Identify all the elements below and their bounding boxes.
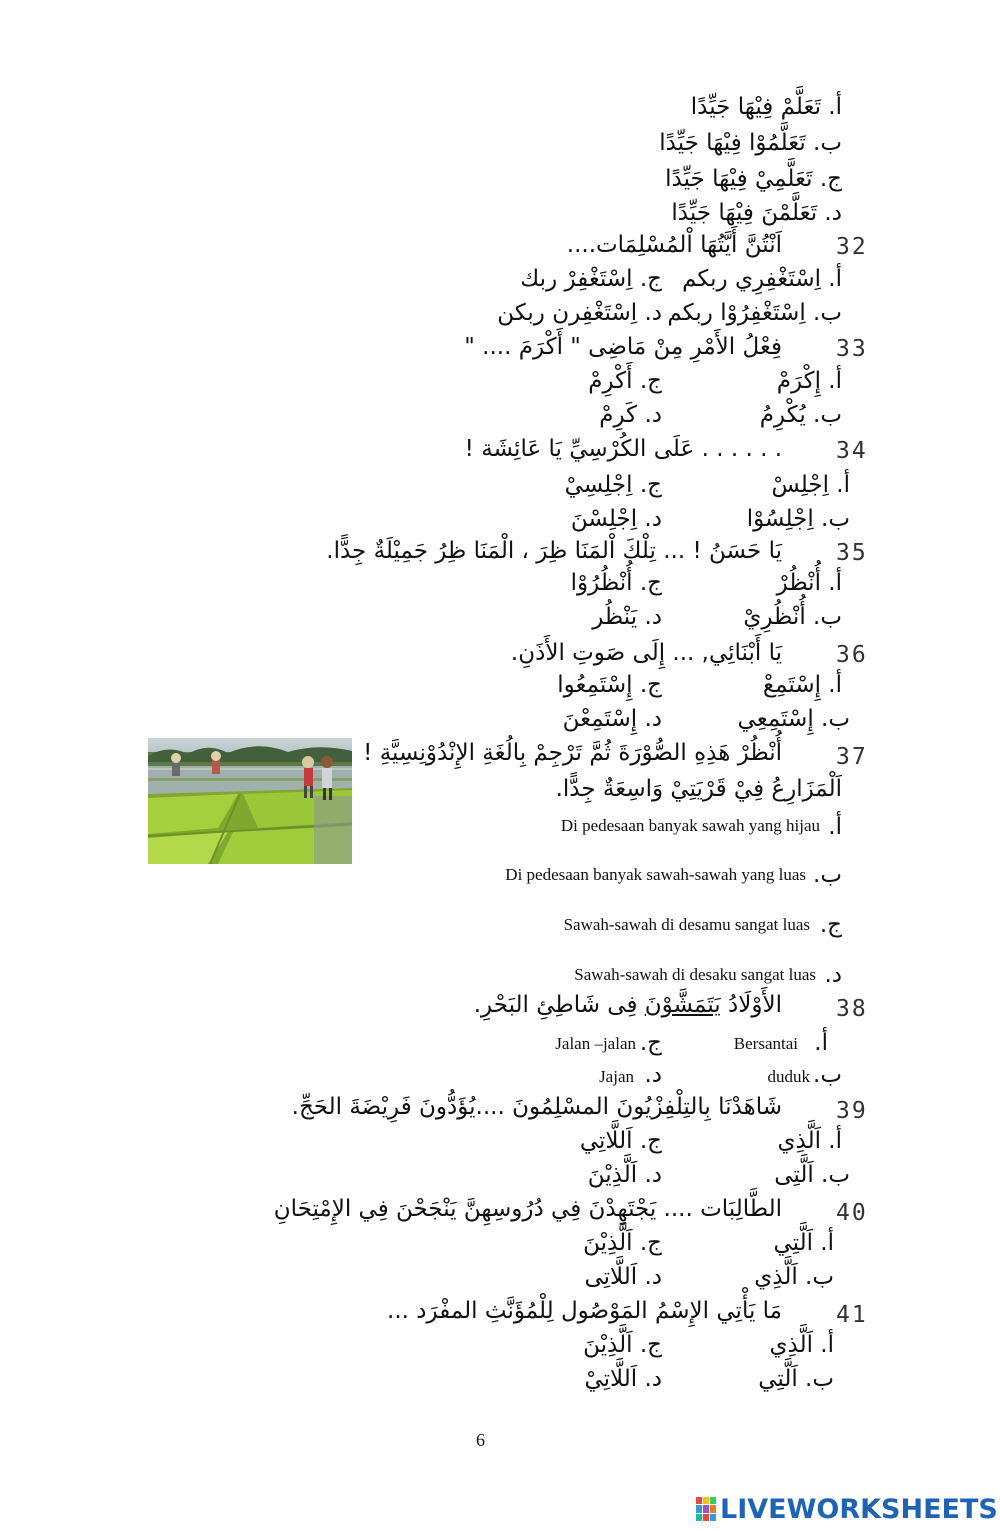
option-a[interactable]: Bersantai	[733, 1034, 798, 1053]
question-number: 33	[836, 336, 868, 362]
liveworksheets-logo[interactable]	[696, 1494, 998, 1524]
question-text: يَا حَسَنُ ! ... تِلْكَ اْلمَنَا ظِرَ ، الْمَنَا ظِرُ جَمِيْلَةٌ جِدًّا.	[326, 538, 782, 564]
question-number: 32	[836, 234, 868, 260]
question-text	[474, 990, 782, 1020]
option-a[interactable]: Di pedesaan banyak sawah yang hijau	[560, 816, 820, 835]
option-b[interactable]: ب. اَلَّتِى	[774, 1162, 850, 1188]
question-number: 38	[836, 996, 868, 1022]
question-text: شَاهَدْنَا بِالتِلْفِزْيُونَ المسْلِمُونَ ....يُؤَدُّونَ فَرِيْضَةَ الحَجِّ.	[291, 1094, 782, 1120]
question-text: أُنْظُرْ هَذِهِ الصُّوْرَةَ ثُمَّ تَرْجِمْ بِالُغَةِ الإِنْدُوْنِسِيَّةِ !	[363, 740, 782, 766]
option-a[interactable]: أ. أُنْظُرْ	[776, 570, 842, 596]
underlined-word: يَتَمَشَّوْنَ	[644, 992, 721, 1018]
option-d[interactable]: د. يَنْظُر	[592, 604, 662, 630]
option-a[interactable]: أ. إِسْتَمِعْ	[762, 672, 842, 698]
option-d[interactable]: د. اَللَّاتِى	[584, 1264, 662, 1290]
option-letter: ج.	[639, 1030, 662, 1056]
option-d[interactable]: د. اَللَّاتِيْ	[584, 1366, 662, 1392]
option-b[interactable]: ب. اِسْتَغْفِرُوْا ربكم	[667, 300, 842, 326]
question-text: الطَّالِبَات .... يَجْتَهِدْنَ فِي دُرُوسِهِنَّ يَنْجَحْنَ فِي الإِمْتِحَانِ	[273, 1196, 782, 1222]
option-c[interactable]: ج. اَلَّذِيْنَ	[583, 1332, 662, 1358]
option-b[interactable]: ب. اَلَّذِي	[754, 1264, 834, 1290]
question-number: 35	[836, 540, 868, 566]
option-a[interactable]: أ. إِكْرَمْ	[776, 368, 842, 394]
option-c[interactable]: ج. اَللَّاتِي	[579, 1128, 662, 1154]
question-number: 36	[836, 642, 868, 668]
question-text-line2: اَلْمَزَارِعُ فِيْ قَرْيَتِيْ وَاسِعَةٌ جِدًّا.	[555, 776, 842, 802]
option-d[interactable]: د. إِسْتَمِعْنَ	[562, 706, 662, 732]
option-c[interactable]: Jalan –jalan	[555, 1034, 636, 1053]
option-b[interactable]: duduk	[767, 1067, 810, 1086]
q31-option-d[interactable]: د. تَعَلَّمْنَ فِيْهَا جَيِّدًا	[671, 200, 842, 226]
option-c[interactable]: ج. اِسْتَغْفِرْ ربك	[520, 266, 662, 292]
option-d[interactable]: د. اِسْتَغْفِرن ربكن	[497, 300, 662, 326]
option-b[interactable]: ب. اَلَّتِي	[758, 1366, 834, 1392]
option-c[interactable]: Sawah-sawah di desamu sangat luas	[563, 915, 810, 934]
rice-field-photo	[148, 738, 352, 864]
option-letter: أ.	[828, 814, 842, 840]
option-c[interactable]: ج. اِجْلِسِيْ	[564, 472, 662, 498]
option-c[interactable]: ج. أَكْرِمْ	[588, 368, 662, 394]
question-text: . . . . . . عَلَى الكُرْسِيِّ يَا عَائِشَة !	[464, 436, 782, 462]
question-number: 41	[836, 1302, 868, 1328]
question-text: يَا أَبْنَائِي, ... إِلَى صَوتِ الأَذَنِ.	[510, 640, 782, 666]
question-text: فِعْلُ الأَمْرِ مِنْ مَاضِى " أَكْرَمَ .... "	[464, 334, 782, 360]
q31-option-c[interactable]: ج. تَعَلَّمِيْ فِيْهَا جَيِّدًا	[665, 166, 842, 192]
option-d[interactable]: Sawah-sawah di desaku sangat luas	[574, 965, 816, 984]
option-d[interactable]: د. اَلَّذِيْنَ	[587, 1162, 662, 1188]
question-number: 34	[836, 438, 868, 464]
option-c[interactable]: ج. أُنْظُرُوْا	[570, 570, 662, 596]
page-number: 6	[476, 1430, 485, 1450]
q31-option-a[interactable]: أ. تَعَلَّمْ فِيْهَا جَيِّدًا	[690, 94, 842, 120]
option-d[interactable]: د. كَرِمْ	[599, 402, 662, 428]
option-letter: ج.	[819, 912, 842, 938]
option-a[interactable]: أ. اَلَّذِي	[777, 1128, 842, 1154]
option-b[interactable]: ب. يُكْرِمُ	[759, 402, 842, 428]
option-c[interactable]: ج. اَلَّذِيْنَ	[583, 1230, 662, 1256]
option-b[interactable]: ب. إِسْتَمِعِي	[737, 706, 850, 732]
option-b[interactable]: ب. اِجْلِسُوْا	[746, 506, 850, 532]
option-letter: د.	[644, 1062, 662, 1088]
question-text: مَا يَأْتِي الإِسْمُ المَوْصُول لِلْمُؤَنَّثِ المفْرَد ...	[387, 1298, 782, 1324]
question-number: 37	[836, 744, 868, 770]
question-text-end: فِى شَاطِئِ البَحْرِ.	[473, 992, 645, 1018]
logo-text: LIVEWORKSHEETS	[720, 1493, 998, 1525]
logo-grid-icon	[696, 1497, 716, 1521]
option-a[interactable]: أ. اَلَّذِي	[769, 1332, 834, 1358]
question-text-start: الأَوْلَادُ	[720, 992, 782, 1018]
question-number: 39	[836, 1098, 868, 1124]
option-a[interactable]: أ. اِجْلِسْ	[771, 472, 850, 498]
option-a[interactable]: أ. اِسْتَغْفِرِي ربكم	[682, 266, 842, 292]
question-text: اَنْتُنَّ أَيَّتُهَا اْلمُسْلِمَات....	[566, 232, 782, 258]
option-d[interactable]: د. اِجْلِسْنَ	[570, 506, 662, 532]
option-letter: ب.	[813, 862, 842, 888]
option-b[interactable]: Di pedesaan banyak sawah-sawah yang luas	[505, 865, 806, 884]
option-c[interactable]: ج. إِسْتَمِعُوا	[557, 672, 662, 698]
option-b[interactable]: ب. أُنْظُرِيْ	[743, 604, 842, 630]
option-letter: د.	[824, 962, 842, 988]
q31-option-b[interactable]: ب. تَعَلَّمُوْا فِيْهَا جَيِّدًا	[659, 130, 842, 156]
option-a[interactable]: أ. اَلَّتِي	[773, 1230, 834, 1256]
option-d[interactable]: Jajan	[599, 1067, 634, 1086]
question-number: 40	[836, 1200, 868, 1226]
option-letter: ب.	[813, 1062, 842, 1088]
option-letter: أ.	[814, 1030, 828, 1056]
